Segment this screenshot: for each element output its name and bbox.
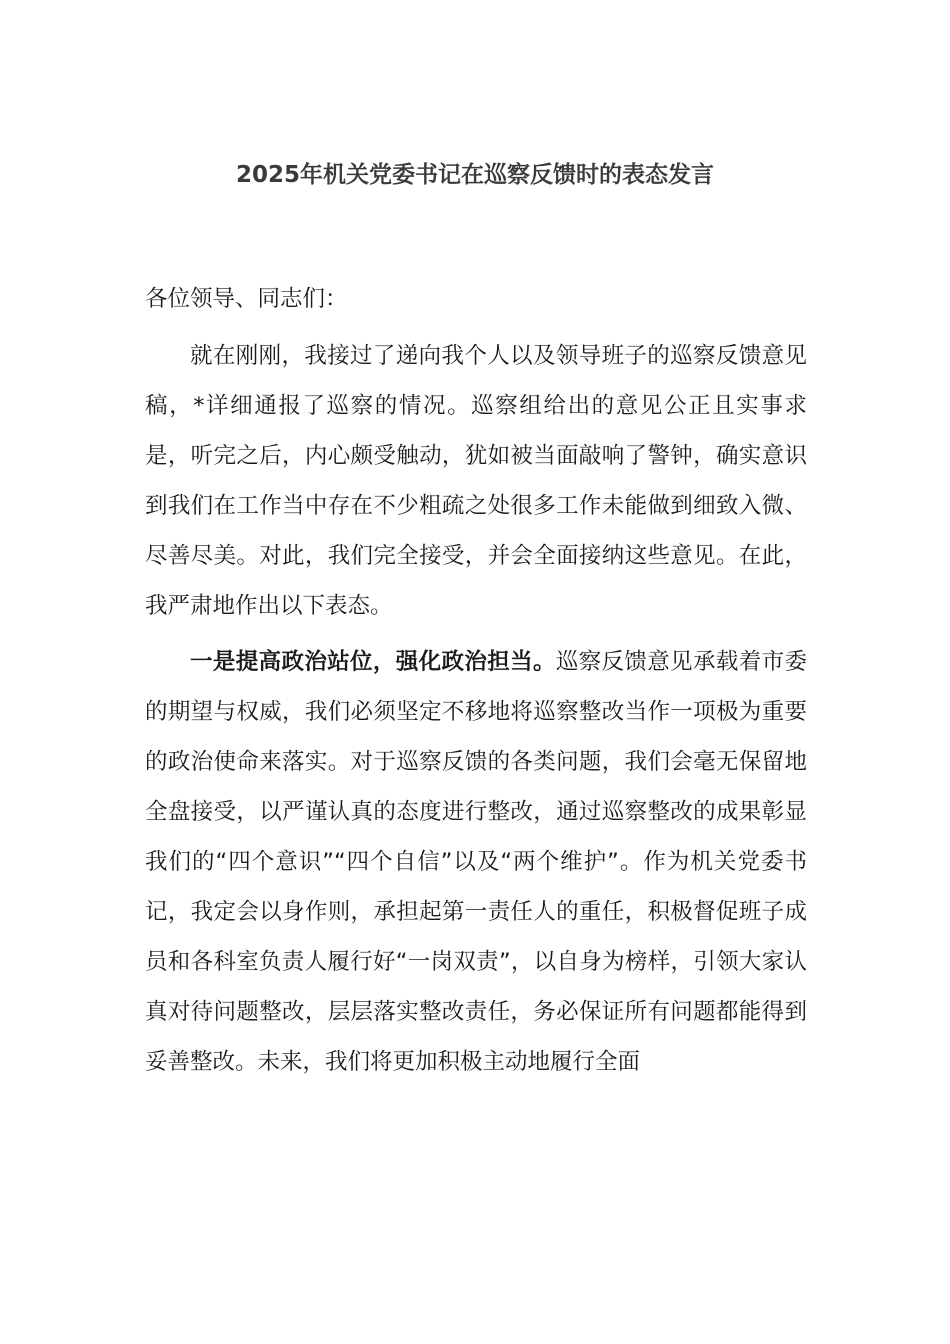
paragraph-point-one — [145, 637, 807, 1087]
point-one-heading: 一是提高政治站位，强化政治担当。 — [190, 649, 556, 675]
document-title: 2025年机关党委书记在巡察反馈时的表态发言 — [235, 162, 714, 188]
salutation: 各位领导、同志们： — [145, 286, 348, 312]
point-one-body: 巡察反馈意见承载着市委的期望与权威，我们必须坚定不移地将巡察整改当作一项极为重要的政治使命来落实。对于巡察反馈的各类问题，我们会毫无保留地全盘接受，以严谨认真的态度进行整改，通过巡察整改的成果彰显我们的“四个意识”“四个自信”以及“两个维护”。作为机关党委书记，我定会以身作则，承担起第一责任人的重任，积极督促班子成员和各科室负责人履行好“一岗双责”，以自身为榜样，引领大家认真对待问题整改，层层落实整改责任，务必保证所有问题都能得到妥善整改。未来，我们将更加积极主动地履行全面 — [145, 649, 807, 1075]
document-body — [145, 280, 807, 1093]
paragraph-intro: 就在刚刚，我接过了递向我个人以及领导班子的巡察反馈意见稿，*详细通报了巡察的情况。巡察组给出的意见公正且实事求是，听完之后，内心颇受触动，犹如被当面敲响了警钟，确实意识到我们在工作当中存在不少粗疏之处很多工作未能做到细致入微、尽善尽美。对此，我们完全接受，并会全面接纳这些意见。在此，我严肃地作出以下表态。 — [145, 343, 807, 619]
